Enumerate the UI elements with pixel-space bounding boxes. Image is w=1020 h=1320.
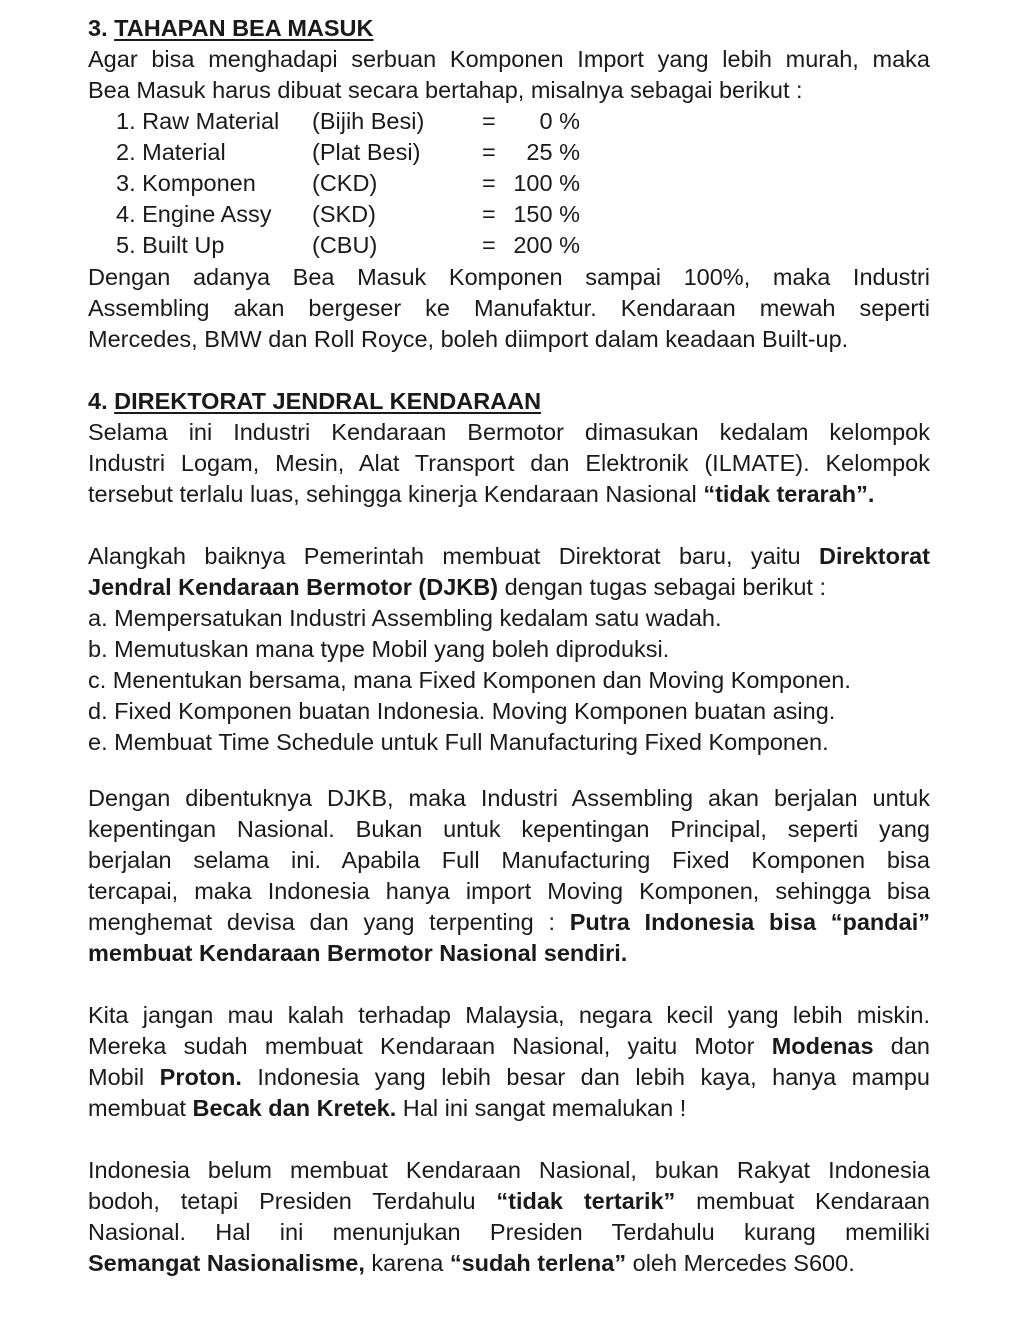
text-run: Indonesia yang lebih besar dan lebih kaya, hanya mampu (241, 1064, 931, 1090)
tariff-example: (Bijih Besi) (312, 108, 425, 134)
task-item: d. Fixed Komponen buatan Indonesia. Moving Komponen buatan asing. (88, 698, 836, 724)
tariff-item: 1. Raw Material (116, 108, 280, 134)
paragraph-line: Mercedes, BMW dan Roll Royce, boleh diimport dalam keadaan Built-up. (88, 326, 849, 352)
text-run: menghemat devisa dan yang terpenting : (88, 909, 570, 935)
text-run: Alangkah baiknya Pemerintah membuat Direktorat baru, yaitu (88, 543, 819, 569)
bold-text: Modenas (771, 1033, 874, 1059)
paragraph-line: Indonesia belum membuat Kendaraan Nasional, bukan Rakyat Indonesia (88, 1157, 930, 1183)
paragraph-line: Industri Logam, Mesin, Alat Transport dan Elektronik (ILMATE). Kelompok (88, 450, 930, 476)
text-run: dan (873, 1033, 930, 1059)
tariff-item: 5. Built Up (116, 232, 225, 258)
tariff-rate: 0 % (539, 108, 580, 134)
paragraph-line (88, 1062, 930, 1093)
text-run: dengan tugas sebagai berikut : (498, 574, 826, 600)
paragraph-line: Selama ini Industri Kendaraan Bermotor dimasukan kedalam kelompok (88, 419, 930, 445)
section-3-heading (88, 13, 930, 44)
tariff-equals: = (482, 108, 496, 134)
paragraph-line: Agar bisa menghadapi serbuan Komponen Import yang lebih murah, maka (88, 46, 930, 72)
paragraph-line: Dengan dibentuknya DJKB, maka Industri Assembling akan berjalan untuk (88, 785, 930, 811)
tariff-row (116, 137, 616, 168)
text-run: karena (364, 1250, 450, 1276)
bold-text: Jendral Kendaraan Bermotor (DJKB) (88, 574, 499, 600)
tariff-example: (SKD) (312, 201, 376, 227)
paragraph-line: Nasional. Hal ini menunjukan Presiden Terdahulu kurang memiliki (88, 1219, 930, 1245)
tariff-equals: = (482, 139, 496, 165)
tariff-rate: 200 % (513, 232, 580, 258)
bold-text: “tidak tertarik” (496, 1188, 676, 1214)
tariff-rate: 150 % (513, 201, 580, 227)
task-item: c. Menentukan bersama, mana Fixed Komponen dan Moving Komponen. (88, 667, 851, 693)
bold-text: Putra Indonesia bisa “pandai” (569, 909, 930, 935)
text-run: membuat (88, 1095, 193, 1121)
paragraph-line (88, 479, 930, 510)
tariff-item: 2. Material (116, 139, 226, 165)
section-4-heading (88, 386, 930, 417)
text-run: Mobil (88, 1064, 160, 1090)
task-item: e. Membuat Time Schedule untuk Full Manufacturing Fixed Komponen. (88, 729, 829, 755)
text-run: oleh Mercedes S600. (626, 1250, 855, 1276)
paragraph-line (88, 1248, 930, 1279)
bold-text: “sudah terlena” (449, 1250, 627, 1276)
tariff-example: (CBU) (312, 232, 378, 258)
text-run: membuat Kendaraan (675, 1188, 930, 1214)
tariff-row (116, 230, 616, 261)
section-title: TAHAPAN BEA MASUK (114, 15, 374, 41)
tariff-rate: 100 % (513, 170, 580, 196)
task-item: a. Mempersatukan Industri Assembling kedalam satu wadah. (88, 605, 722, 631)
task-item: b. Memutuskan mana type Mobil yang boleh diproduksi. (88, 636, 670, 662)
paragraph-line (88, 572, 930, 603)
text-run: Hal ini sangat memalukan ! (396, 1095, 687, 1121)
tariff-item: 4. Engine Assy (116, 201, 272, 227)
tariff-equals: = (482, 170, 496, 196)
tariff-rate: 25 % (526, 139, 580, 165)
paragraph-line (88, 1186, 930, 1217)
tariff-example: (Plat Besi) (312, 139, 421, 165)
paragraph-line: berjalan selama ini. Apabila Full Manufacturing Fixed Komponen bisa (88, 847, 930, 873)
paragraph-line: kepentingan Nasional. Bukan untuk kepentingan Principal, seperti yang (88, 816, 930, 842)
tariff-row (116, 199, 616, 230)
section-number: 4. (88, 388, 108, 414)
bold-text: Proton. (159, 1064, 242, 1090)
paragraph-line: Kita jangan mau kalah terhadap Malaysia, negara kecil yang lebih miskin. (88, 1002, 930, 1028)
tariff-equals: = (482, 232, 496, 258)
section-title: DIREKTORAT JENDRAL KENDARAAN (114, 388, 542, 414)
tariff-example: (CKD) (312, 170, 378, 196)
tariff-row (116, 168, 616, 199)
paragraph-line (88, 938, 930, 969)
tariff-item: 3. Komponen (116, 170, 256, 196)
bold-text: “tidak terarah”. (703, 481, 875, 507)
paragraph-line (88, 907, 930, 938)
tariff-row (116, 106, 616, 137)
text-run: bodoh, tetapi Presiden Terdahulu (88, 1188, 497, 1214)
text-run: tersebut terlalu luas, sehingga kinerja Kendaraan Nasional (88, 481, 704, 507)
paragraph-line (88, 1093, 930, 1124)
paragraph-line: Assembling akan bergeser ke Manufaktur. Kendaraan mewah seperti (88, 295, 930, 321)
bold-text: Becak dan Kretek. (192, 1095, 397, 1121)
paragraph-line: Dengan adanya Bea Masuk Komponen sampai 100%, maka Industri (88, 264, 930, 290)
paragraph-line (88, 1031, 930, 1062)
bold-text: Direktorat (818, 543, 930, 569)
bold-text: membuat Kendaraan Bermotor Nasional sendiri. (88, 940, 628, 966)
paragraph-line: Bea Masuk harus dibuat secara bertahap, misalnya sebagai berikut : (88, 77, 803, 103)
text-run: Mereka sudah membuat Kendaraan Nasional, yaitu Motor (88, 1033, 772, 1059)
tariff-equals: = (482, 201, 496, 227)
paragraph-line: tercapai, maka Indonesia hanya import Moving Komponen, sehingga bisa (88, 878, 930, 904)
bold-text: Semangat Nasionalisme, (88, 1250, 365, 1276)
paragraph-line (88, 541, 930, 572)
section-number: 3. (88, 15, 108, 41)
